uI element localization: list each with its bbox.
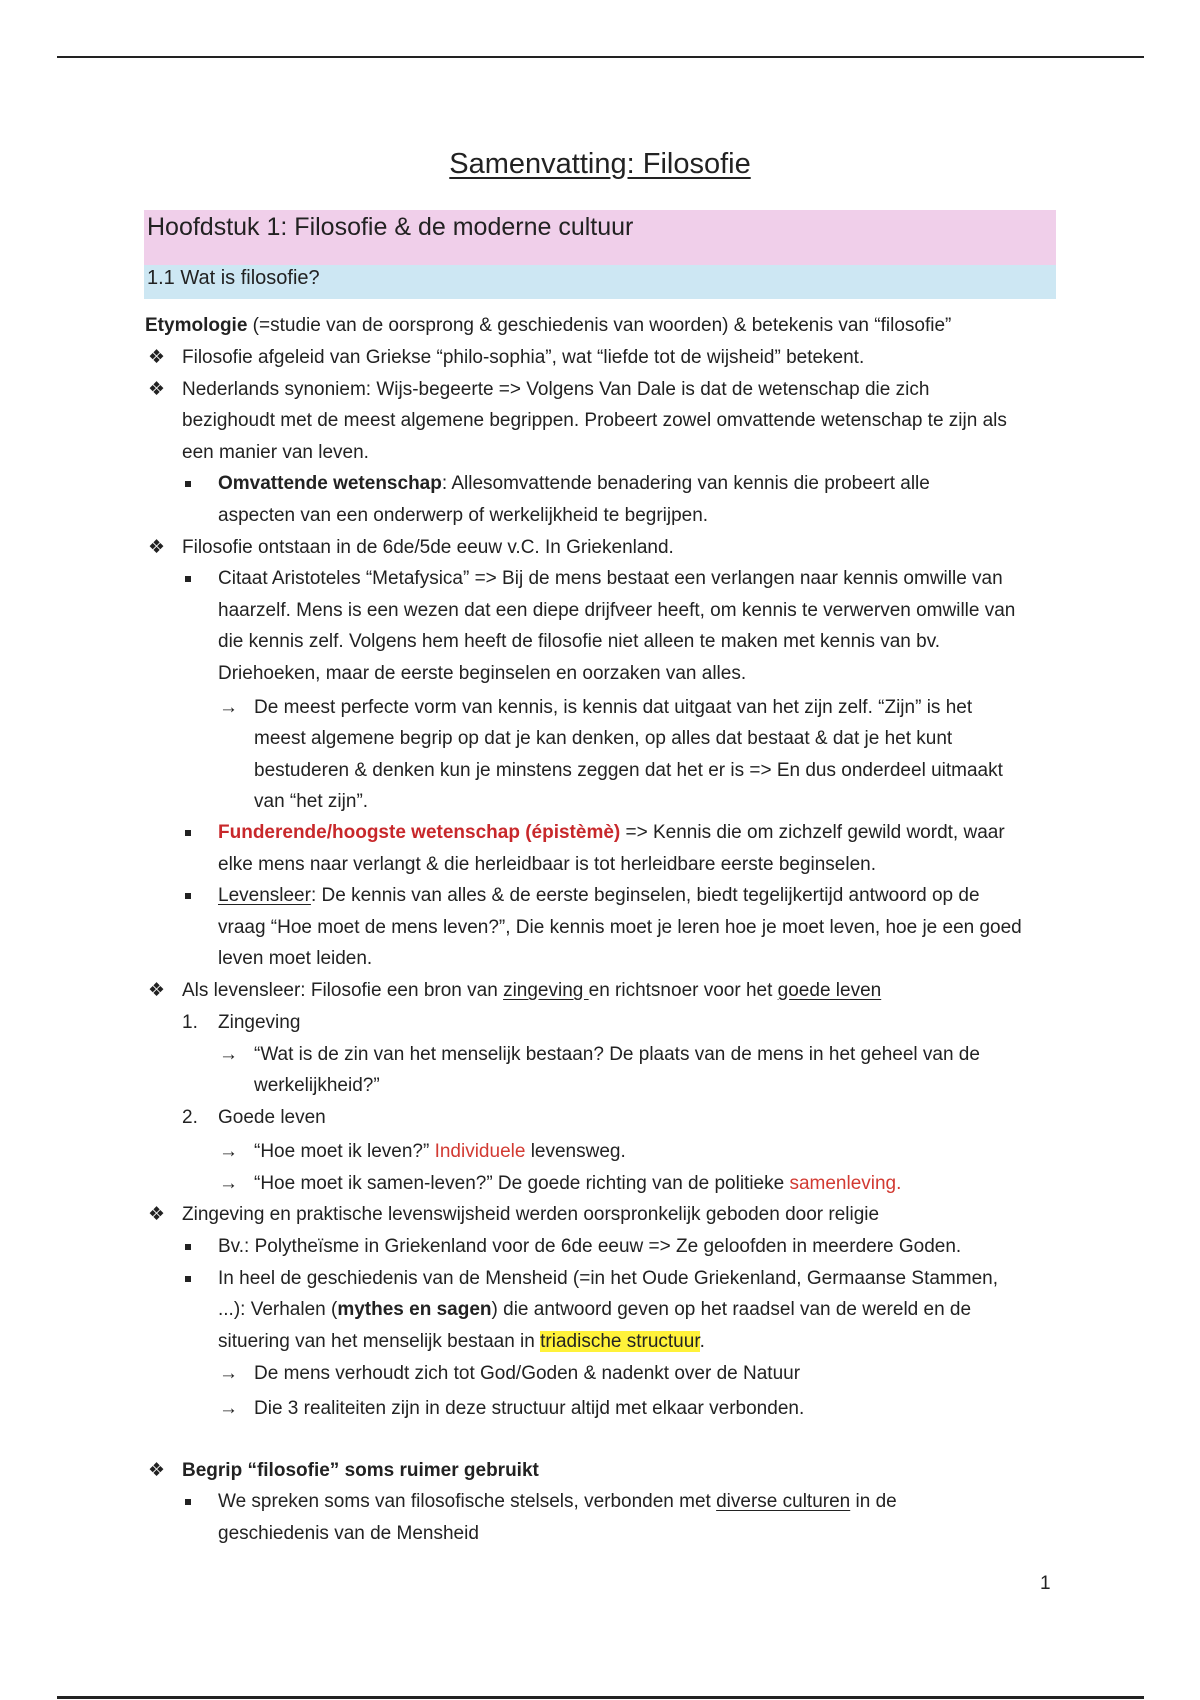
sub-bullet-text: In heel de geschiedenis van de Mensheid (=in het Oude Griekenland, Germaanse Stammen, [218,1268,998,1289]
arrow-bullet-icon: → [219,1363,238,1384]
section-heading: 1.1 Wat is filosofie? [144,265,1056,299]
diamond-bullet-icon: ❖ [148,537,166,558]
diamond-bullet-icon: ❖ [148,1460,166,1481]
sub-bullet-text: Driehoeken, maar de eerste beginselen en oorzaken van alles. [218,663,747,684]
arrow-text: bestuderen & denken kun je minstens zeggen dat het er is => En dus onderdeel uitmaakt [254,760,1003,781]
bullet-text: Filosofie afgeleid van Griekse “philo-sophia”, wat “liefde tot de wijsheid” betekent. [182,347,865,368]
bullet-text: Zingeving en praktische levenswijsheid werden oorspronkelijk geboden door religie [182,1204,880,1225]
bullet-text: Begrip “filosofie” soms ruimer gebruikt [182,1460,539,1481]
arrow-bullet-icon: → [219,1398,238,1419]
sub-bullet-text: Levensleer: De kennis van alles & de eerste beginselen, biedt tegelijkertijd antwoord op de [218,885,980,906]
etymology-line: Etymologie (=studie van de oorsprong & geschiedenis van woorden) & betekenis van “filosofie” [145,315,952,336]
sub-bullet-text: Citaat Aristoteles “Metafysica” => Bij de mens bestaat een verlangen naar kennis omwille van [218,568,1003,589]
sub-bullet-text: geschiedenis van de Mensheid [218,1523,479,1544]
numbered-item-text: Zingeving [218,1012,301,1033]
sub-bullet-text: Funderende/hoogste wetenschap (épistèmè) => Kennis die om zichzelf gewild wordt, waar [218,822,1005,843]
numbered-item-text: Goede leven [218,1107,326,1128]
square-bullet-icon [185,1244,191,1250]
bullet-text: Filosofie ontstaan in de 6de/5de eeuw v.C. In Griekenland. [182,537,674,558]
chapter-heading: Hoofdstuk 1: Filosofie & de moderne cultuur [144,210,1056,265]
sub-bullet-text: haarzelf. Mens is een wezen dat een diepe drijfveer heeft, om kennis te verwerven omwille van [218,600,1016,621]
square-bullet-icon [185,481,191,487]
arrow-text: “Wat is de zin van het menselijk bestaan? De plaats van de mens in het geheel van de [254,1044,980,1065]
square-bullet-icon [185,1499,191,1505]
sub-bullet-text: We spreken soms van filosofische stelsels, verbonden met diverse culturen in de [218,1491,897,1512]
arrow-text: De meest perfecte vorm van kennis, is kennis dat uitgaat van het zijn zelf. “Zijn” is het [254,697,973,718]
square-bullet-icon [185,576,191,582]
arrow-text: van “het zijn”. [254,791,369,812]
sub-bullet-text: elke mens naar verlangt & die herleidbaar is tot herleidbare eerste beginselen. [218,854,877,875]
arrow-text: De mens verhoudt zich tot God/Goden & nadenkt over de Natuur [254,1363,801,1384]
arrow-text: “Hoe moet ik samen-leven?” De goede richting van de politieke samenleving. [254,1173,902,1194]
sub-bullet-text: situering van het menselijk bestaan in triadische structuur. [218,1331,705,1352]
sub-bullet-text: leven moet leiden. [218,948,373,969]
arrow-text: werkelijkheid?” [254,1075,380,1096]
sub-bullet-text: aspecten van een onderwerp of werkelijkheid te begrijpen. [218,505,709,526]
diamond-bullet-icon: ❖ [148,980,166,1001]
bullet-text: een manier van leven. [182,442,369,463]
sub-bullet-text: Bv.: Polytheïsme in Griekenland voor de 6de eeuw => Ze geloofden in meerdere Goden. [218,1236,962,1257]
arrow-bullet-icon: → [219,1044,238,1065]
bullet-text: Als levensleer: Filosofie een bron van zingeving en richtsnoer voor het goede leven [182,980,882,1001]
square-bullet-icon [185,893,191,899]
list-number: 2. [182,1107,198,1128]
arrow-text: “Hoe moet ik leven?” Individuele levensweg. [254,1141,626,1162]
square-bullet-icon [185,830,191,836]
diamond-bullet-icon: ❖ [148,347,166,368]
sub-bullet-text: Omvattende wetenschap: Allesomvattende benadering van kennis die probeert alle [218,473,930,494]
sub-bullet-text: ...): Verhalen (mythes en sagen) die antwoord geven op het raadsel van de wereld en de [218,1299,972,1320]
arrow-text: meest algemene begrip op dat je kan denken, op alles dat bestaat & dat je het kunt [254,728,953,749]
arrow-bullet-icon: → [219,1141,238,1162]
bullet-text: bezighoudt met de meest algemene begrippen. Probeert zowel omvattende wetenschap te zijn als [182,410,1007,431]
bullet-text: Nederlands synoniem: Wijs-begeerte => Volgens Van Dale is dat de wetenschap die zich [182,379,930,400]
arrow-bullet-icon: → [219,1173,238,1194]
page-title: Samenvatting: Filosofie [449,148,751,180]
arrow-text: Die 3 realiteiten zijn in deze structuur altijd met elkaar verbonden. [254,1398,805,1419]
list-number: 1. [182,1012,198,1033]
sub-bullet-text: vraag “Hoe moet de mens leven?”, Die kennis moet je leren hoe je moet leven, hoe je een goed [218,917,1022,938]
arrow-bullet-icon: → [219,697,238,718]
top-rule [57,56,1144,58]
bottom-rule [57,1696,1144,1699]
square-bullet-icon [185,1276,191,1282]
diamond-bullet-icon: ❖ [148,1204,166,1225]
page-number: 1 [1040,1573,1051,1594]
sub-bullet-text: die kennis zelf. Volgens hem heeft de filosofie niet alleen te maken met kennis van bv. [218,631,941,652]
diamond-bullet-icon: ❖ [148,379,166,400]
